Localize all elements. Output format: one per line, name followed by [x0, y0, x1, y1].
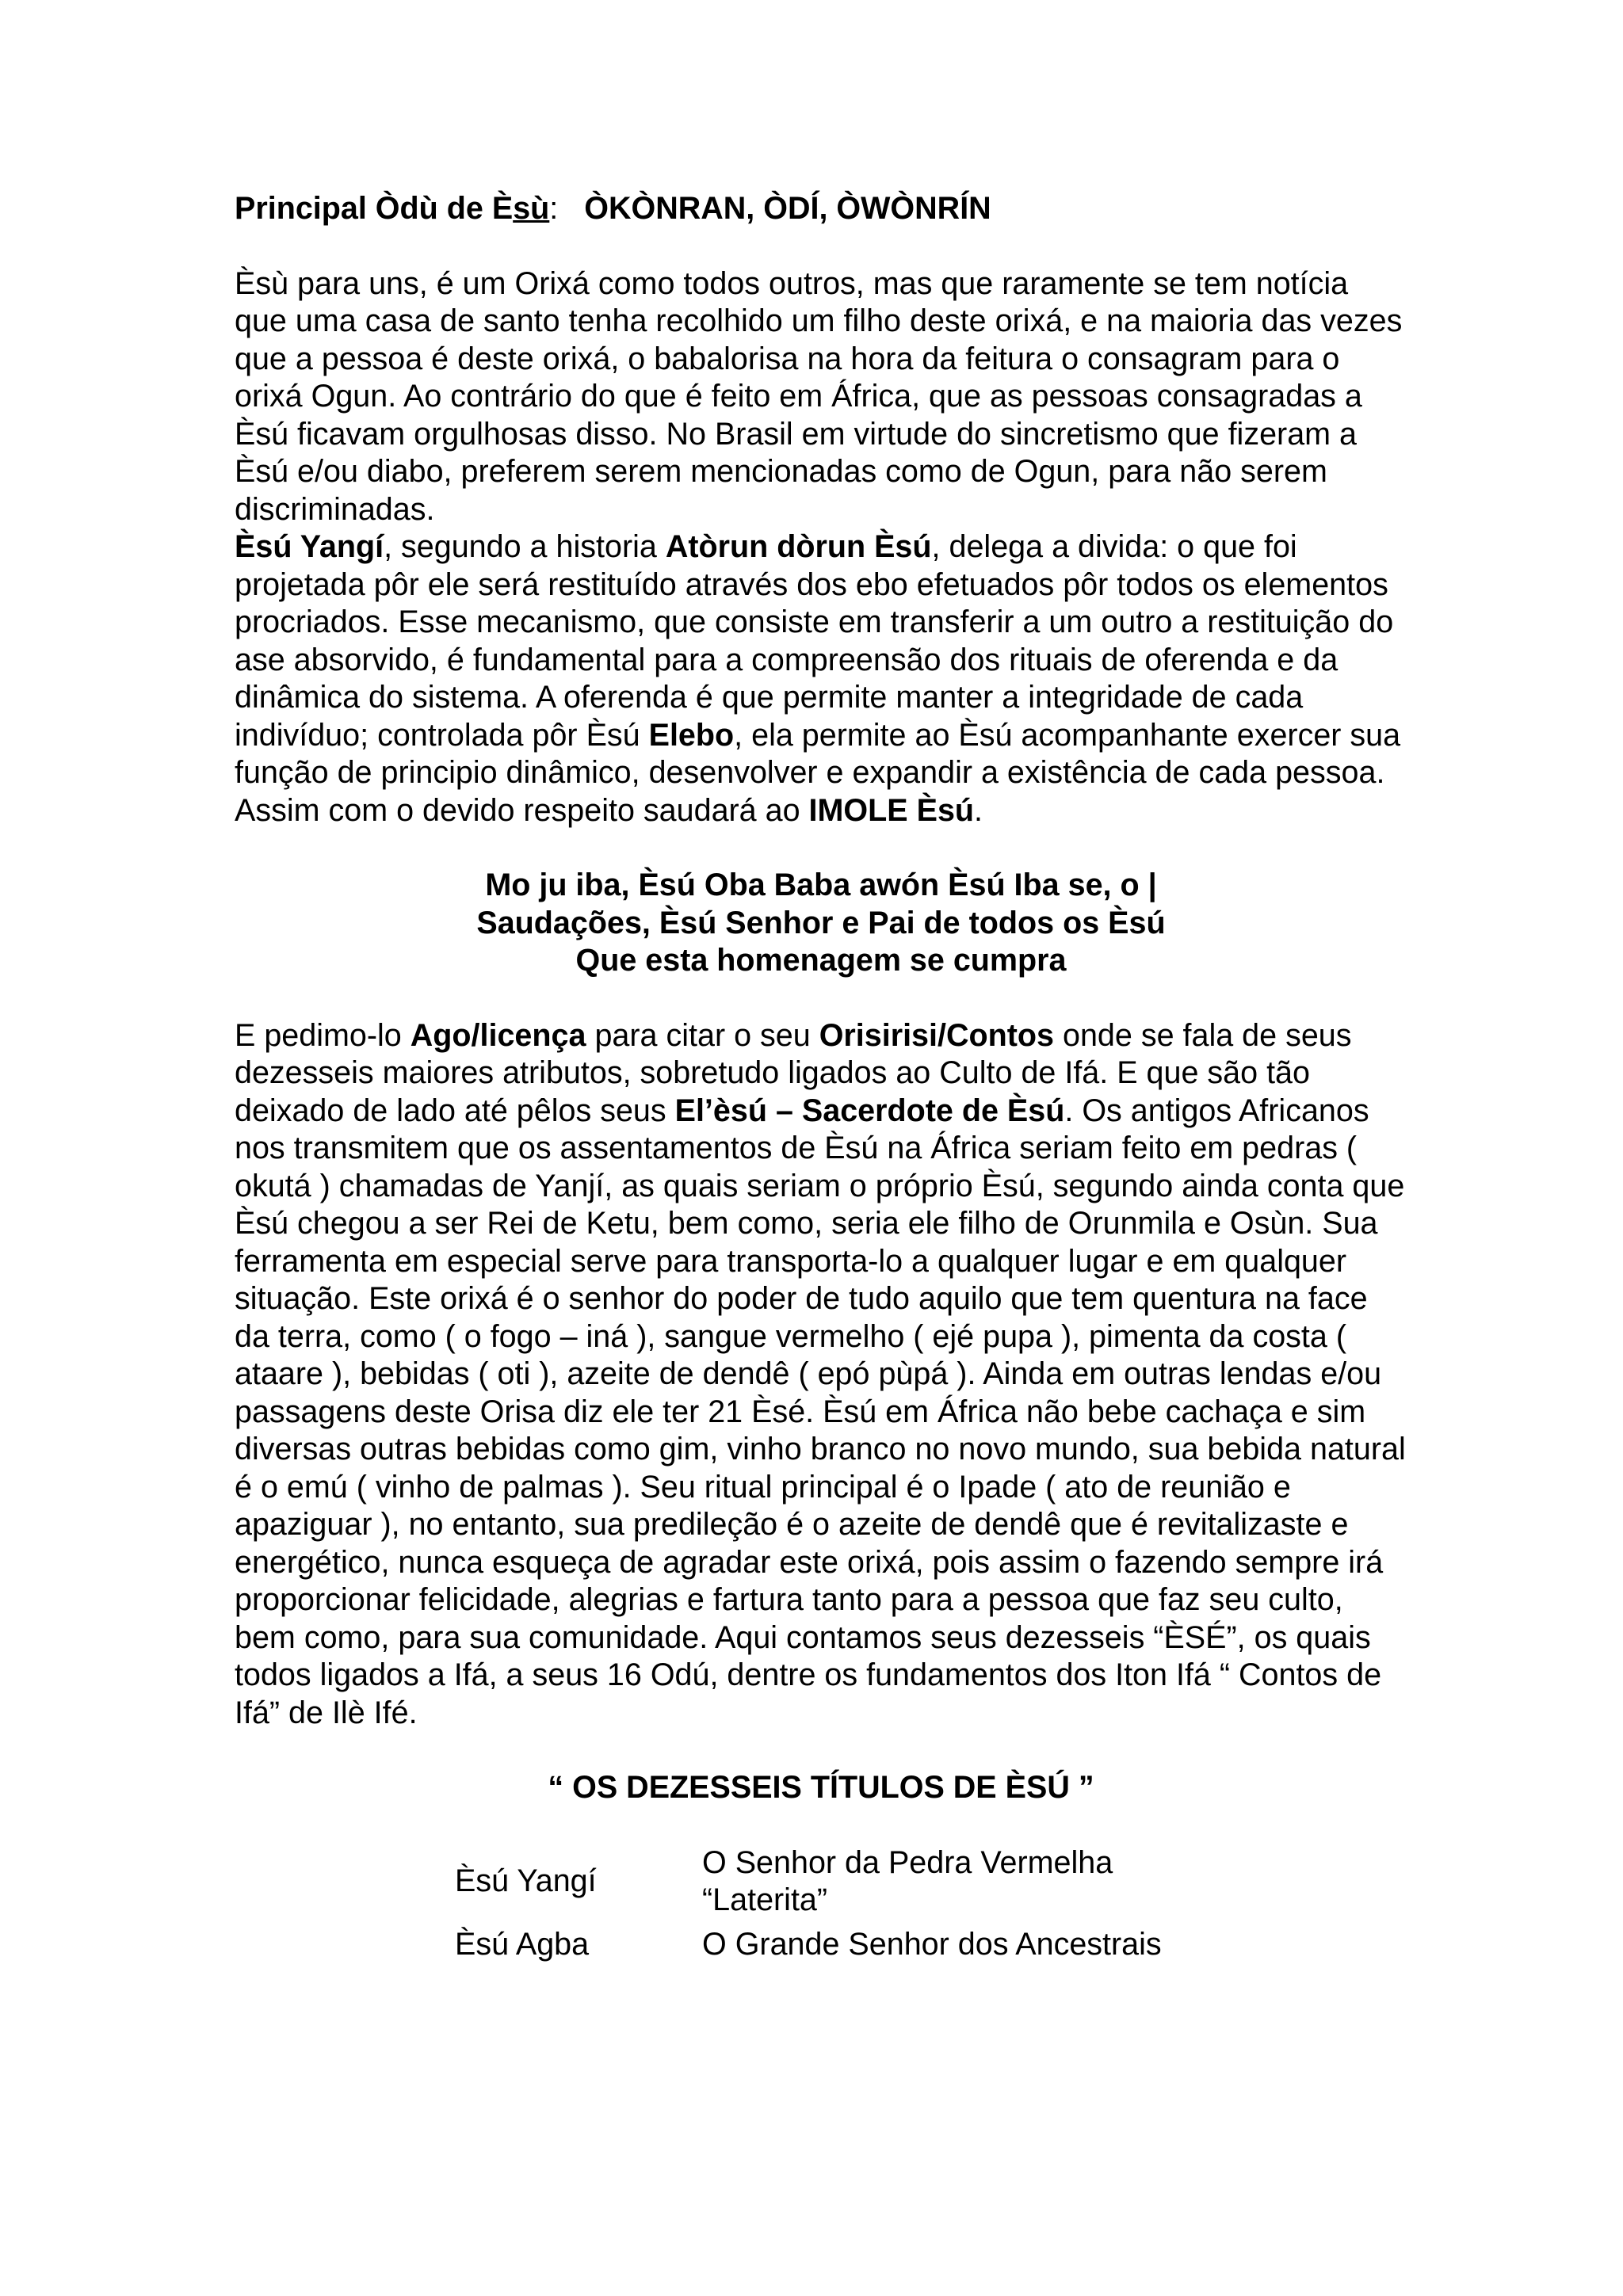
heading-label-underlined: sù: [513, 191, 550, 226]
bold-atorun: Atòrun dòrun Èsú: [665, 529, 932, 564]
paragraph-text: para citar o seu: [586, 1017, 819, 1053]
title-name: Èsú Yangí: [455, 1863, 597, 1899]
title-description: O Grande Senhor dos Ancestrais: [702, 1926, 1162, 1962]
table-row: [455, 1844, 1178, 1920]
bold-imole-esu: IMOLE Èsú: [808, 792, 975, 828]
table-row: [455, 1920, 1178, 1964]
heading-label: Principal Òdù de È: [235, 191, 514, 226]
paragraph-text: . Os antigos Africanos nos transmitem que os assentamentos de Èsú na África seriam feito em pedras ( okutá ) chamadas de Yanjí, as quais seriam o próprio Èsú, segundo ainda conta que Èsú chegou a ser Rei de Ketu, bem como, seria ele filho de Orunmila e Osùn. Sua ferramenta em especial serve para transporta-lo a qualquer lugar e em qualquer situação. Este orixá é o senhor do poder de tudo aquilo que tem quentura na face da terra, como ( o fogo – iná ), sangue vermelho ( ejé pupa ), pimenta da costa ( ataare ), bebidas ( oti ), azeite de dendê ( epó pùpá ). Ainda em outras lendas e/ou passagens deste Orisa diz ele ter 21 Èsé. Èsú em África não bebe cachaça e sim diversas outras bebidas como gim, vinho branco no novo mundo, sua bebida natural é o emú ( vinho de palmas ). Seu ritual principal é o Ipade ( ato de reunião e apaziguar ), no entanto, sua predileção é o azeite de dendê que é revitalizaste e energético, nunca esqueça de agradar este orixá, pois assim o fazendo sempre irá proporcionar felicidade, alegrias e fartura tanto para a pessoa que faz seu culto, bem como, para sua comunidade. Aqui contamos seus dezesseis “ÈSÉ”, os quais todos ligados a Ifá, a seus 16 Odú, dentre os fundamentos dos Iton Ifá “ Contos de Ifá” de Ilè Ifé.: [235, 1093, 1406, 1730]
salutation-line-1: Mo ju iba, Èsú Oba Baba awón Èsú Iba se, o |: [485, 868, 1157, 902]
title-name: Èsú Agba: [455, 1926, 590, 1962]
bold-ago-licenca: Ago/licença: [410, 1017, 586, 1053]
spacer: [235, 1732, 1407, 1769]
bold-esu-yangi: Èsú Yangí: [235, 529, 384, 564]
paragraph-intro: Èsù para uns, é um Orixá como todos outros, mas que raramente se tem notícia que uma casa de santo tenha recolhido um filho deste orixá, e na maioria das vezes que a pessoa é deste orixá, o babalorisa na hora da feitura o consagram para o orixá Ogun. Ao contrário do que é feito em África, que as pessoas consagradas a Èsú ficavam orgulhosas disso. No Brasil em virtude do sincretismo que fizeram a Èsú e/ou diabo, preferem serem mencionadas como de Ogun, para não serem discriminadas.: [235, 265, 1403, 527]
document-page: [235, 190, 1407, 1963]
paragraph-esu-yangi: [235, 528, 1407, 830]
document-heading: [235, 190, 1407, 228]
salutation-block: [235, 867, 1407, 980]
title-description: O Senhor da Pedra Vermelha “Laterita”: [702, 1844, 1113, 1917]
paragraph-text: E pedimo-lo: [235, 1017, 411, 1053]
paragraph-text: .: [974, 792, 983, 828]
heading-colon: :: [549, 191, 559, 226]
paragraph-text: , segundo a historia: [384, 529, 666, 564]
salutation-line-2: Saudações, Èsú Senhor e Pai de todos os Èsú: [476, 905, 1166, 940]
paragraph-orisirisi: [235, 1017, 1407, 1733]
paragraph-text: , delega a divida: o que foi projetada pôr ele será restituído através dos ebo efetuados pôr todos os elementos procriados. Esse mecanismo, que consiste em transferir a um outro a restituição do ase absorvido, é fundamental para a compreensão dos rituais de oferenda e da dinâmica do sistema. A oferenda é que permite manter a integridade de cada indivíduo; controlada pôr Èsú: [235, 529, 1394, 753]
paragraph-text: onde se fala de seus dezesseis maiores atributos, sobretudo ligados ao Culto de Ifá. E que são tão deixado de lado até pêlos seus: [235, 1017, 1352, 1128]
salutation-line-3: Que esta homenagem se cumpra: [575, 943, 1067, 978]
titles-table: [455, 1844, 1178, 1964]
bold-elebo: Elebo: [648, 717, 735, 753]
paragraph-text: , ela permite ao Èsú acompanhante exercer sua função de principio dinâmico, desenvolver e expandir a existência de cada pessoa. Assim com o devido respeito saudará ao: [235, 717, 1401, 828]
spacer: [235, 830, 1407, 867]
heading-odus: ÒKÒNRAN, ÒDÍ, ÒWÒNRÍN: [584, 191, 991, 226]
titles-heading: “ OS DEZESSEIS TÍTULOS DE ÈSÚ ”: [548, 1770, 1094, 1805]
bold-orisirisi: Orisirisi/Contos: [819, 1017, 1054, 1053]
bold-elesu: El’èsú – Sacerdote de Èsú: [674, 1093, 1065, 1128]
